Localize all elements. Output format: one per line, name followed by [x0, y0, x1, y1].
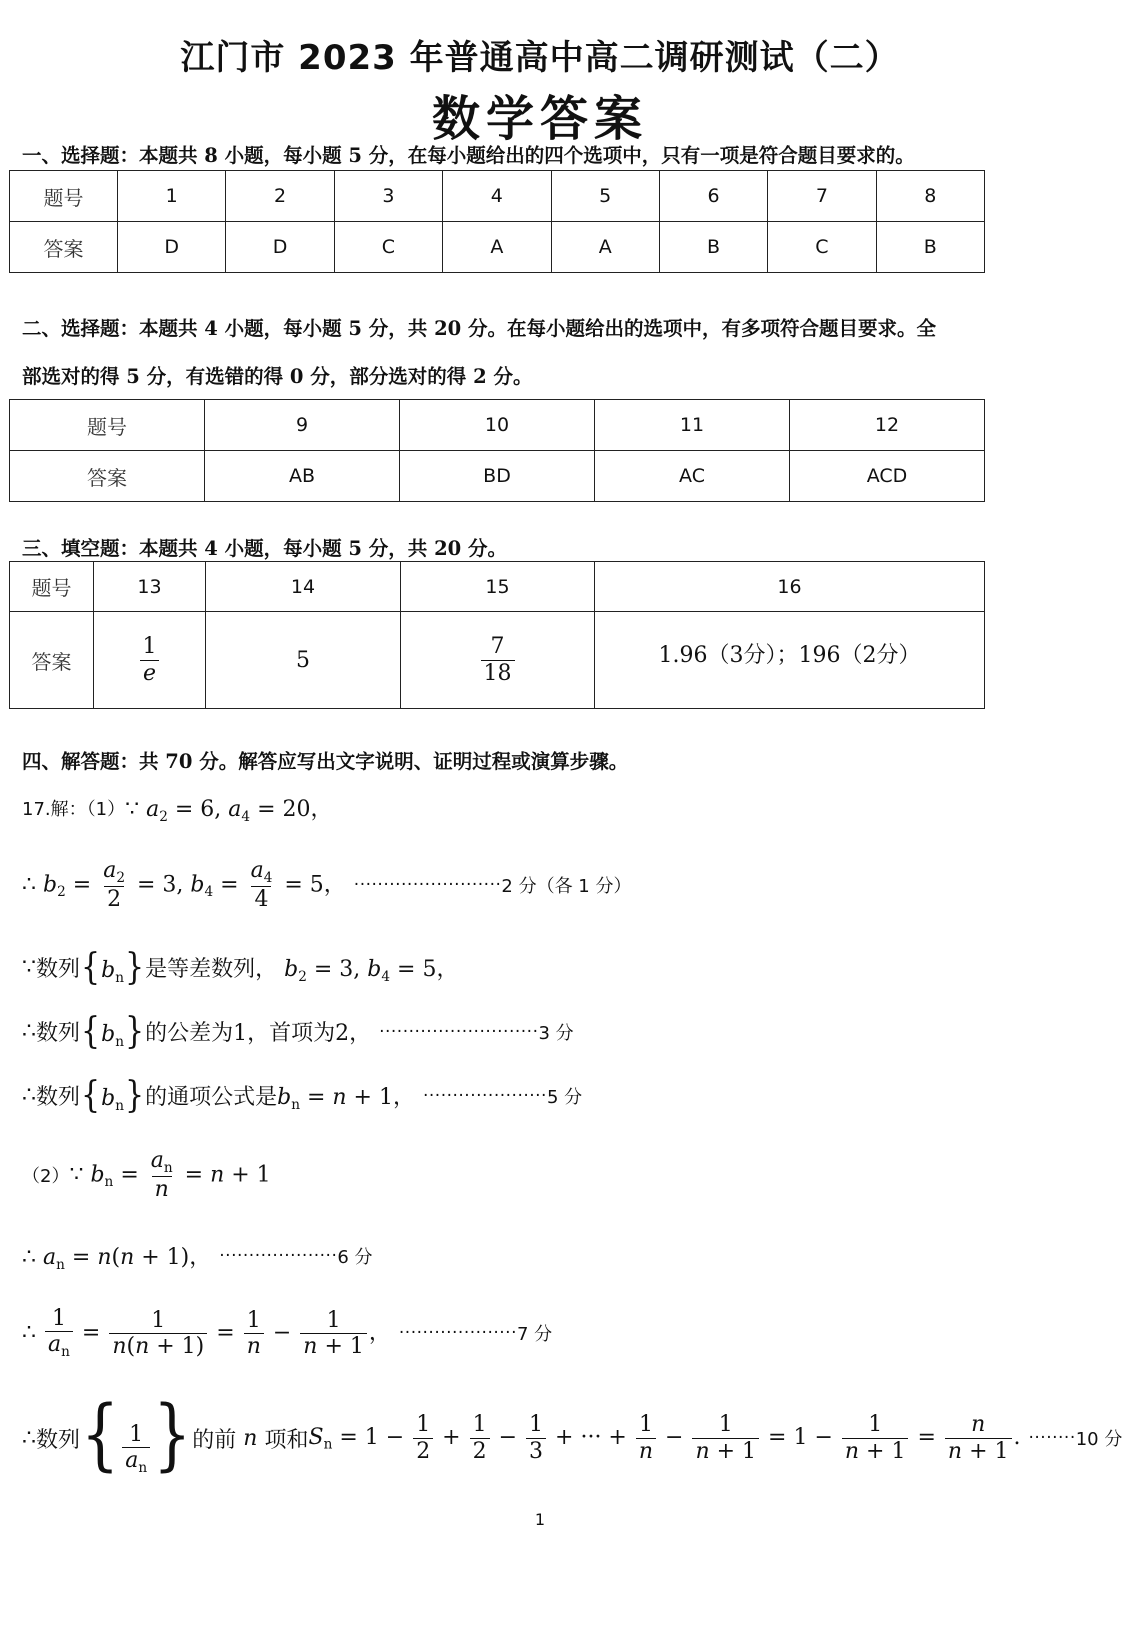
- answer-cell-13: [94, 612, 206, 709]
- table-row: [10, 171, 985, 222]
- exam-subtitle: 数学答案: [431, 91, 648, 147]
- score-text: 10 分: [1075, 1429, 1122, 1451]
- score-text: 2 分（各 1 分）: [501, 876, 632, 898]
- question-cell: 14: [206, 562, 401, 612]
- answer-cell: B: [876, 222, 984, 273]
- section3-table: [9, 561, 985, 709]
- math-expression: ∵: [22, 955, 36, 981]
- math-expression: ∴ $b_2$ = $\frac{a_2}{2}$ = 3, $b_4$ = $\frac{a_4}{4}$ = 5，: [22, 858, 346, 913]
- solution-line-4: [22, 1010, 574, 1053]
- row-label: 答案: [10, 612, 94, 709]
- score-text: 5 分: [546, 1086, 583, 1108]
- text: 的前: [192, 1427, 237, 1453]
- question-cell: 3: [334, 171, 442, 222]
- answer-cell: A: [551, 222, 659, 273]
- score-leader: ····················: [219, 1246, 338, 1267]
- solution-line-2: [22, 858, 631, 913]
- answer-cell: D: [226, 222, 334, 273]
- table-row: [10, 222, 985, 273]
- row-label: 题号: [10, 400, 205, 451]
- section4-heading: 四、解答题：共 70 分。解答应写出文字说明、证明过程或演算步骤。: [22, 750, 629, 773]
- math-expression: ∴: [22, 1083, 36, 1109]
- table-row: [10, 400, 985, 451]
- solution-line-5: [22, 1074, 583, 1117]
- math-expression: ∵ $b_n$ = $\frac{a_n}{n}$ = n + 1: [69, 1148, 271, 1203]
- solution-line-9: [22, 1389, 1122, 1481]
- page-number: 1: [534, 1510, 546, 1529]
- score-text: 3 分: [538, 1022, 574, 1044]
- math-expression: $\{b_n\}$: [81, 1010, 145, 1053]
- text: 数列: [36, 957, 81, 983]
- section3-heading: 三、填空题：本题共 4 小题，每小题 5 分，共 20 分。: [22, 537, 508, 560]
- math-expression: ∵ $a_2 = 6$, $a_4 = 20$，: [125, 797, 333, 825]
- question-cell: 4: [443, 171, 551, 222]
- answer-cell: ACD: [790, 451, 985, 502]
- section2-heading-line2: 部选对的得 5 分，有选错的得 0 分，部分选对的得 2 分。: [22, 365, 533, 388]
- answer-cell: B: [659, 222, 767, 273]
- text: 的公差为1，首项为2，: [145, 1021, 372, 1047]
- fraction: $\frac{7}{18}$: [481, 634, 515, 686]
- score-leader: ·························: [353, 875, 502, 896]
- math-expression: ∴: [22, 1019, 36, 1045]
- text: 数列: [36, 1427, 81, 1453]
- fraction: $\frac{1}{e}$: [140, 634, 160, 686]
- section1-heading: 一、选择题：本题共 8 小题，每小题 5 分，在每小题给出的四个选项中，只有一项是符合题目要求的。: [22, 144, 915, 167]
- math-expression: $\{b_n\}$: [81, 946, 145, 989]
- answer-cell: C: [334, 222, 442, 273]
- section2-heading-line1: 二、选择题：本题共 4 小题，每小题 5 分，共 20 分。在每小题给出的选项中，有多项符合题目要求。全: [22, 317, 937, 340]
- question-cell: 15: [401, 562, 595, 612]
- row-label: 答案: [10, 451, 205, 502]
- question-cell: 8: [876, 171, 984, 222]
- answer-cell: A: [443, 222, 551, 273]
- question-cell: 16: [595, 562, 985, 612]
- score-leader: ···························: [379, 1021, 539, 1042]
- answer-cell-16: 1.96（3分）；196（2分）: [595, 612, 985, 709]
- text: 数列: [36, 1021, 81, 1047]
- answer-cell-14: 5: [206, 612, 401, 709]
- question-cell: 10: [400, 400, 595, 451]
- question-cell: 11: [595, 400, 790, 451]
- score-leader: ·····················: [422, 1085, 547, 1106]
- question-cell: 13: [94, 562, 206, 612]
- question-cell: 5: [551, 171, 659, 222]
- question-cell: 12: [790, 400, 985, 451]
- math-expression: $\{b_n\}$: [81, 1074, 145, 1117]
- question-cell: 1: [118, 171, 226, 222]
- score-leader: ········: [1028, 1428, 1076, 1449]
- question-cell: 9: [205, 400, 400, 451]
- exam-title: 江门市 2023 年普通高中高二调研测试（二）: [180, 38, 900, 78]
- answer-cell: C: [768, 222, 876, 273]
- table-row: [10, 562, 985, 612]
- text: 是等差数列，: [145, 957, 278, 983]
- solution-line-6: [22, 1148, 271, 1203]
- answer-cell-15: [401, 612, 595, 709]
- part-label: （2）: [22, 1166, 70, 1188]
- question-cell: 2: [226, 171, 334, 222]
- answer-cell: D: [118, 222, 226, 273]
- question-cell: 7: [768, 171, 876, 222]
- math-expression: ∴ $\frac{1}{a_n}$ = $\frac{1}{n(n + 1)}$ = $\frac{1}{n}$ − $\frac{1}{n + 1}$ ，: [22, 1306, 391, 1361]
- table-row: [10, 451, 985, 502]
- math-expression: n: [236, 1425, 265, 1451]
- table-row: [10, 612, 985, 709]
- math-expression: $S_n = 1$ − $\frac{1}{2}$ + $\frac{1}{2}$ − $\frac{1}{3}$ + ··· + $\frac{1}{n}$ − $\frac{1}{n + 1}$ = 1 − $\frac{1}{n + 1}$ = $\frac{n}{n + 1}$ .: [308, 1412, 1021, 1464]
- text: 数列: [36, 1085, 81, 1111]
- answer-cell: BD: [400, 451, 595, 502]
- math-expression: $b_n = n + 1$，: [277, 1084, 415, 1113]
- math-expression: $b_2 = 3$, $b_4 = 5$，: [284, 956, 459, 985]
- score-leader: ····················: [398, 1323, 517, 1344]
- solution-line-3: [22, 946, 459, 989]
- question-cell: 6: [659, 171, 767, 222]
- section1-table: [9, 170, 985, 273]
- row-label: 题号: [10, 562, 94, 612]
- solution-line-7: [22, 1240, 373, 1273]
- score-text: 6 分: [337, 1247, 373, 1269]
- answer-cell: AB: [205, 451, 400, 502]
- math-expression: { $\frac{1}{a_n}$ }: [81, 1389, 192, 1481]
- math-expression: ∴ $a_n = n(n + 1)$，: [22, 1245, 212, 1273]
- section2-table: [9, 399, 985, 502]
- row-label: 题号: [10, 171, 118, 222]
- text: 项和: [264, 1427, 309, 1453]
- row-label: 答案: [10, 222, 118, 273]
- math-expression: ∴: [22, 1425, 36, 1451]
- problem-17-label: 17.解：（1）: [22, 799, 126, 821]
- solution-line-1: [22, 792, 333, 825]
- text: 的通项公式是: [145, 1085, 278, 1111]
- answer-cell: AC: [595, 451, 790, 502]
- solution-line-8: [22, 1306, 552, 1361]
- score-text: 7 分: [516, 1324, 553, 1346]
